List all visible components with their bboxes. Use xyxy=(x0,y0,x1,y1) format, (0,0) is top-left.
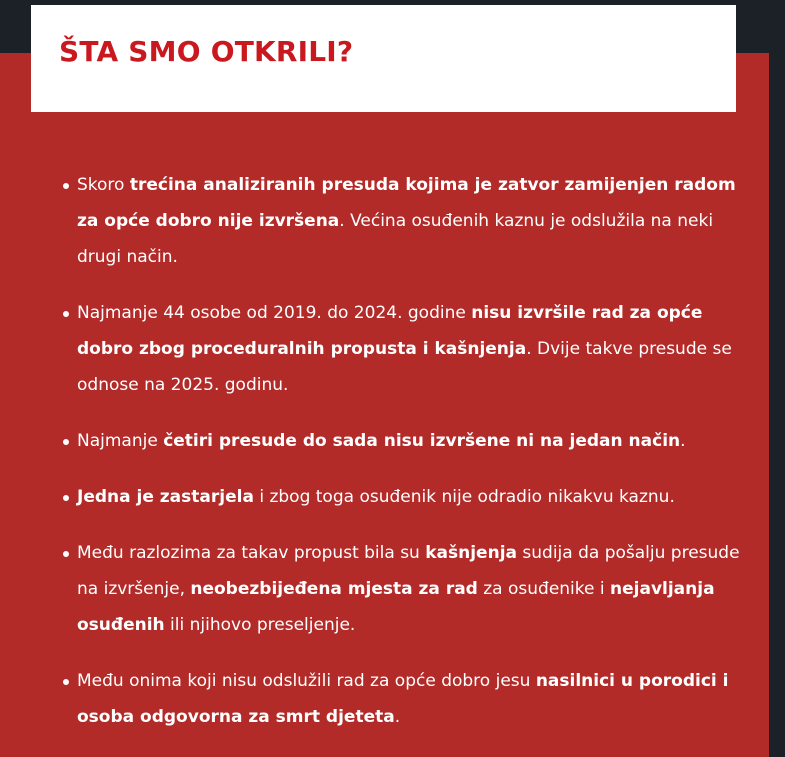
finding-text: . Većina osuđenih kaznu je odslužila na neki drugi način. xyxy=(77,211,714,267)
finding-item xyxy=(77,167,752,275)
finding-bold-text: Jedna je zastarjela xyxy=(77,487,254,507)
finding-text: . xyxy=(394,707,401,727)
finding-item xyxy=(77,295,752,403)
finding-text: Najmanje 44 osobe od 2019. do 2024. godine xyxy=(77,303,472,323)
finding-bold-text: nejavljanja osuđenih xyxy=(77,579,715,635)
finding-text: sudija da pošalju presude na izvršenje, xyxy=(77,543,740,599)
title-box xyxy=(31,5,736,112)
finding-bold-text: nasilnici u porodici i osoba odgovorna za smrt djeteta xyxy=(77,671,729,727)
finding-text: Najmanje xyxy=(77,431,164,451)
finding-text: za osuđenike i xyxy=(477,579,611,599)
finding-item xyxy=(77,423,752,459)
finding-bold-text: četiri presude do sada nisu izvršene ni na jedan način xyxy=(163,431,681,451)
finding-bold-text: kašnjenja xyxy=(425,543,517,563)
finding-text: Među razlozima za takav propust bila su xyxy=(77,543,426,563)
finding-text: ili njihovo preseljenje. xyxy=(164,615,356,635)
finding-item xyxy=(77,479,752,515)
finding-bold-text: trećina analiziranih presuda kojima je zatvor zamijenjen radom za opće dobro nije izvršena xyxy=(77,175,736,231)
finding-text: Među onima koji nisu odslužili rad za opće dobro jesu xyxy=(77,671,536,691)
finding-item xyxy=(77,535,752,643)
findings-list xyxy=(77,167,752,755)
finding-text: . Dvije takve presude se odnose na 2025. godinu. xyxy=(77,339,732,395)
finding-text: . xyxy=(680,431,686,451)
finding-bold-text: nisu izvršile rad za opće dobro zbog proceduralnih propusta i kašnjenja xyxy=(77,303,703,359)
finding-text: Skoro xyxy=(77,175,130,195)
finding-bold-text: neobezbijeđena mjesta za rad xyxy=(190,579,478,599)
finding-text: i zbog toga osuđenik nije odradio nikakvu kaznu. xyxy=(253,487,675,507)
finding-item xyxy=(77,663,752,735)
page-title: ŠTA SMO OTKRILI? xyxy=(59,35,354,68)
